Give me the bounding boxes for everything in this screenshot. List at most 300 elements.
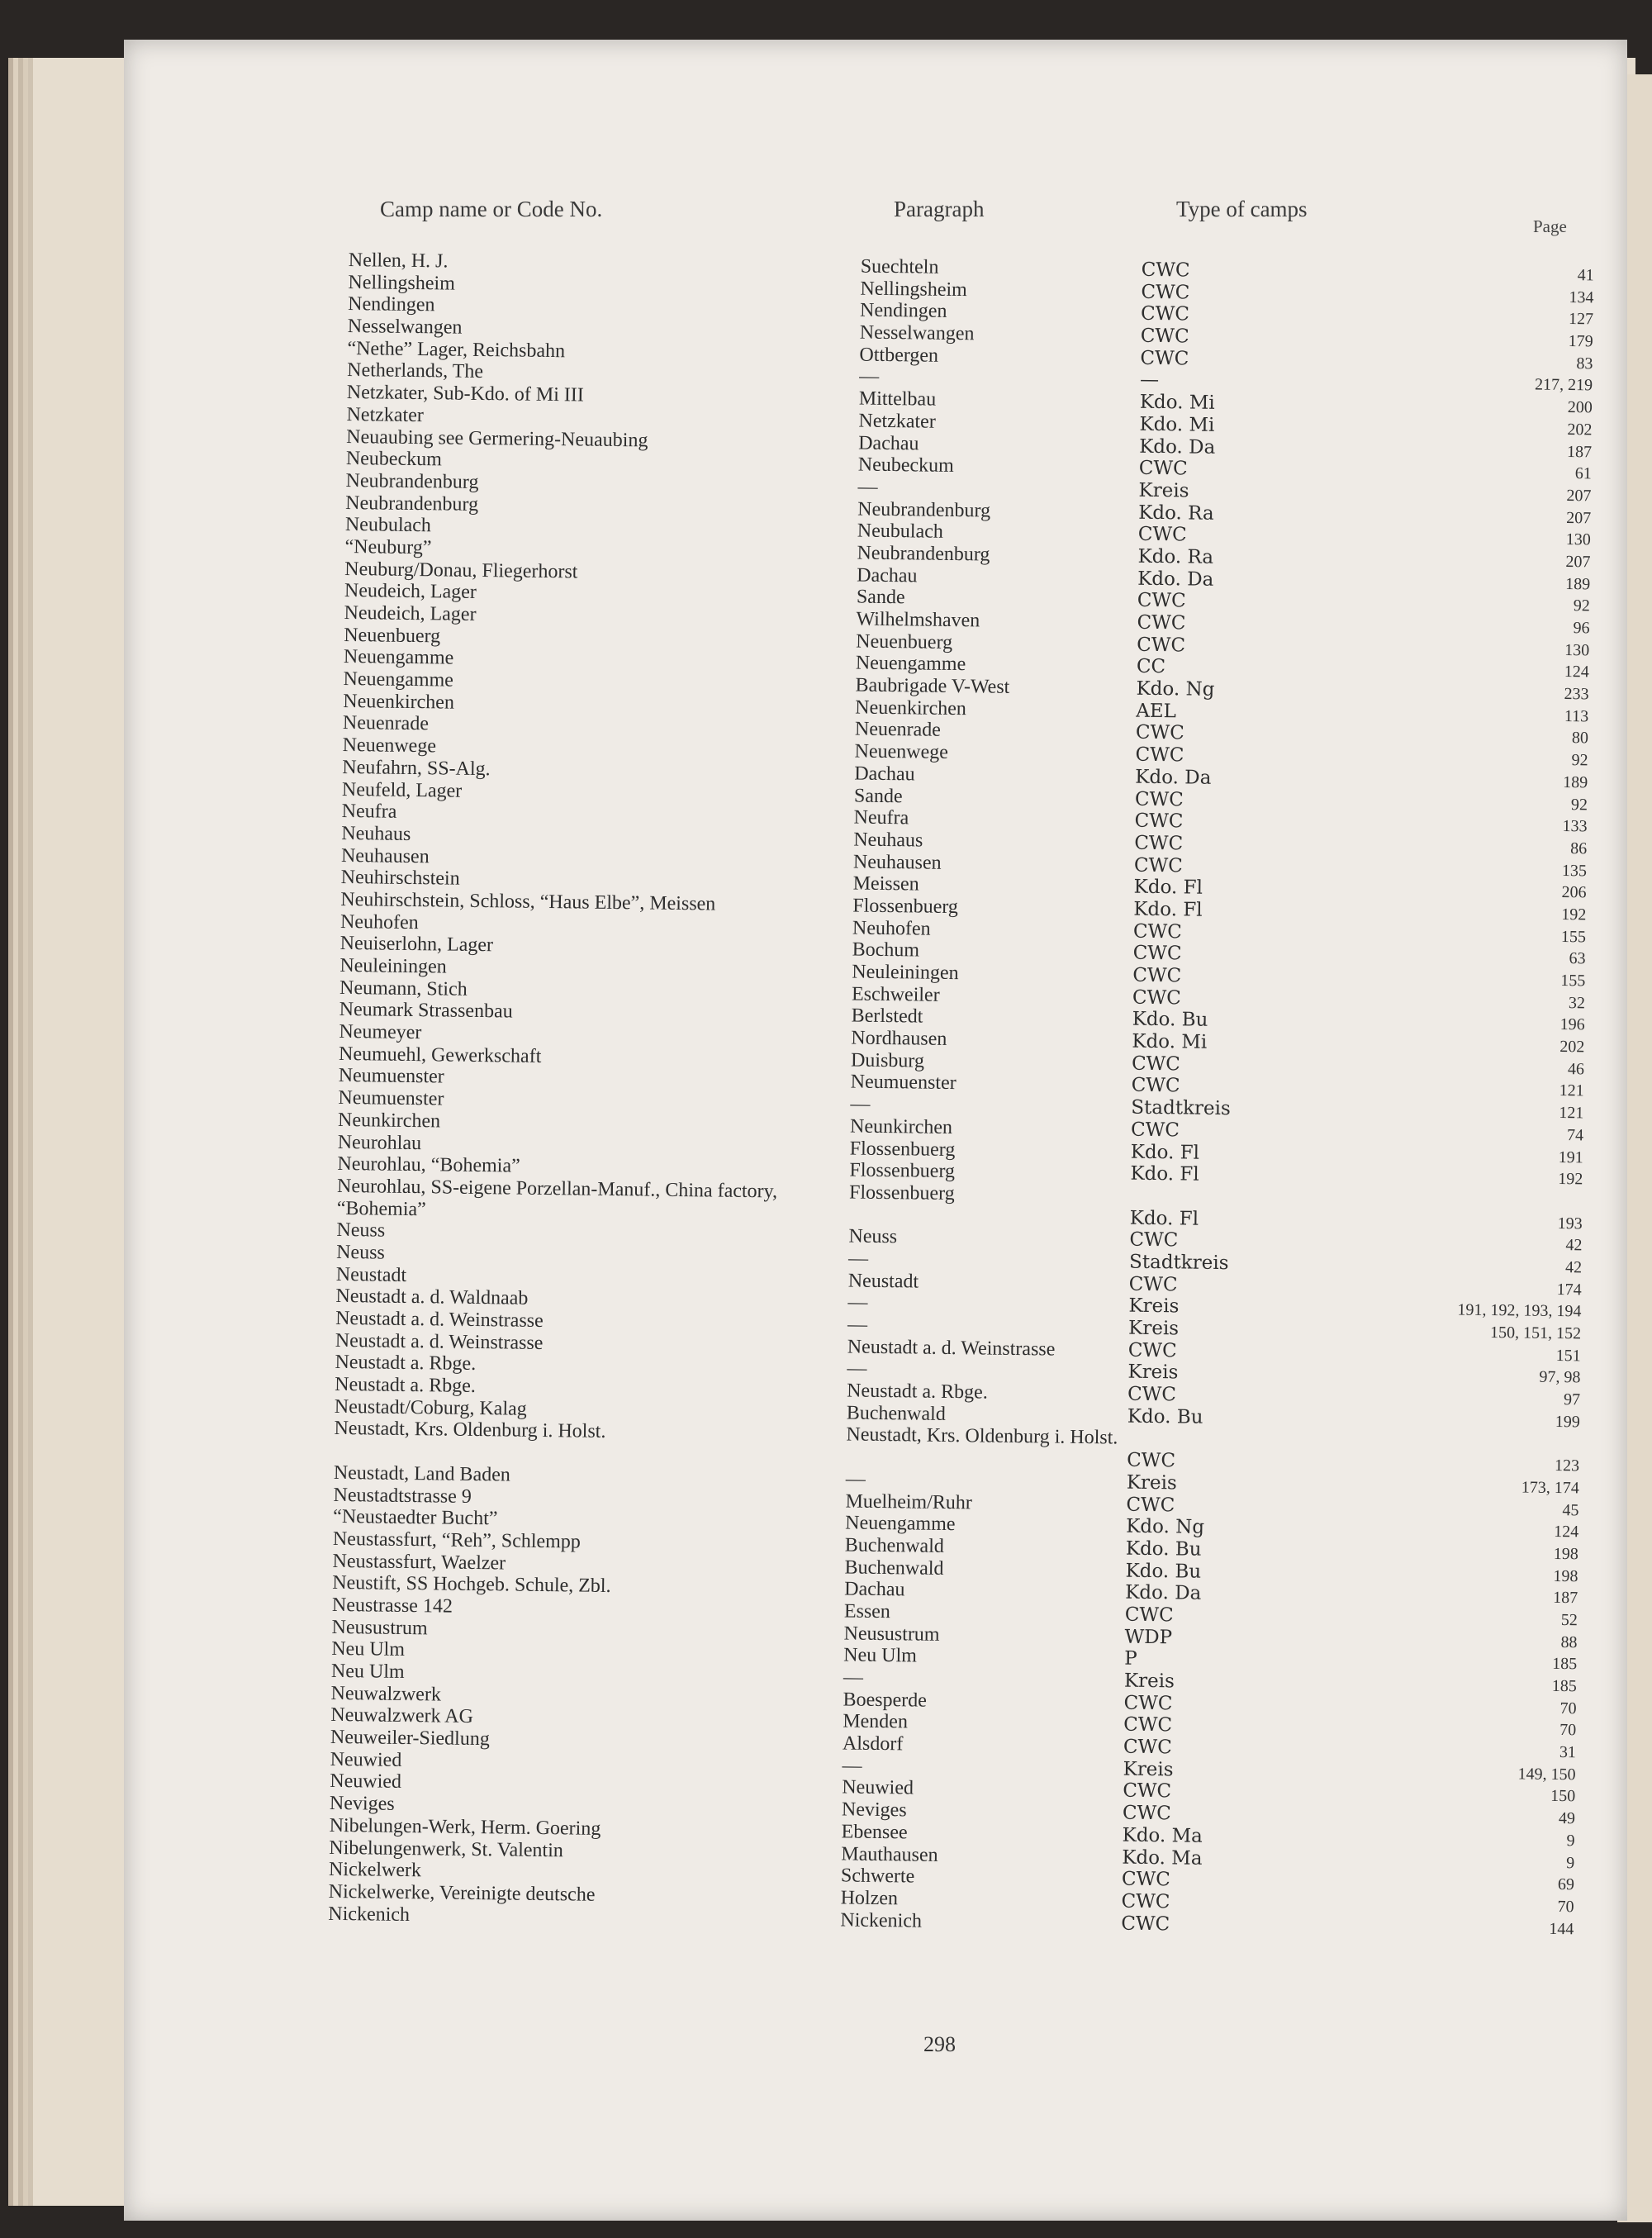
entry-camp-name: Neuhofen	[339, 910, 419, 934]
entry-page: 124	[1564, 663, 1589, 682]
entry-camp-name: Neuhausen	[340, 844, 430, 867]
entry-paragraph: Neumuenster	[850, 1071, 957, 1095]
entry-page: 113	[1564, 706, 1589, 726]
entry-page: 63	[1569, 949, 1586, 968]
entry-camp-type: Kdo. Da	[1137, 568, 1214, 591]
entry-camp-type: Kdo. Mi	[1132, 1030, 1208, 1053]
entry-paragraph: Neuenkirchen	[855, 696, 967, 720]
entry-paragraph: Alsdorf	[842, 1732, 904, 1756]
entry-camp-name: Neufra	[341, 801, 397, 823]
entry-paragraph: Neuhausen	[852, 851, 942, 874]
entry-paragraph: Sande	[856, 586, 905, 609]
entry-paragraph: Neubrandenburg	[857, 542, 990, 566]
entry-page: 199	[1555, 1412, 1580, 1432]
entry-page: 9	[1566, 1832, 1575, 1851]
entry-paragraph: Neuhaus	[853, 829, 923, 852]
entry-page: 74	[1566, 1125, 1584, 1145]
entry-page: 9	[1566, 1853, 1575, 1872]
entry-page: 70	[1559, 1721, 1577, 1740]
entry-page: 202	[1567, 420, 1593, 440]
entry-camp-name: Neustadt a. d. Weinstrasse	[335, 1329, 544, 1354]
entry-paragraph: Eschweiler	[851, 983, 940, 1006]
entry-page: 233	[1564, 685, 1589, 704]
entry-camp-name: Neuenwege	[342, 734, 437, 758]
entry-camp-name: Neustadt a. d. Waldnaab	[335, 1285, 529, 1310]
entry-camp-name: Neubeckum	[345, 448, 443, 471]
entry-camp-type: Kdo. Ng	[1126, 1515, 1205, 1538]
entry-paragraph: Nesselwangen	[859, 321, 975, 345]
entry-paragraph: Bochum	[852, 938, 920, 962]
entry-camp-name: Neubrandenburg	[345, 469, 479, 493]
entry-camp-type: CWC	[1127, 1449, 1176, 1472]
entry-camp-name: Nibelungenwerk, St. Valentin	[329, 1836, 564, 1861]
entry-camp-name: Neumuenster	[338, 1065, 444, 1088]
entry-camp-name: Neustadtstrasse 9	[333, 1484, 472, 1508]
entry-paragraph: Neustadt a. d. Weinstrasse	[847, 1336, 1056, 1361]
entry-camp-type: Kdo. Mi	[1139, 391, 1215, 414]
entry-camp-name: Neustadt, Krs. Oldenburg i. Holst.	[334, 1418, 606, 1443]
entry-camp-name: Neustadt a. Rbge.	[335, 1352, 477, 1376]
entry-camp-type: CWC	[1137, 523, 1187, 546]
entry-page: 92	[1570, 795, 1588, 814]
entry-paragraph: —	[857, 476, 878, 498]
entry-camp-name: Neuhirschstein	[340, 867, 460, 890]
entry-camp-name: Neuenbuerg	[344, 624, 441, 648]
entry-camp-type: CWC	[1123, 1714, 1173, 1737]
entry-camp-type: CWC	[1133, 854, 1183, 877]
entry-paragraph: Ottbergen	[859, 344, 939, 367]
entry-camp-name: Neumark Strassenbau	[339, 999, 513, 1023]
entry-camp-type: Kdo. Da	[1135, 766, 1212, 789]
entry-camp-name: Nickenich	[328, 1903, 411, 1926]
entry-camp-type: CWC	[1126, 1494, 1175, 1516]
entry-camp-type: CWC	[1141, 259, 1190, 282]
entry-camp-type: CWC	[1121, 1868, 1170, 1891]
entry-camp-name: Neviges	[329, 1793, 395, 1815]
entry-page: 189	[1565, 574, 1591, 594]
entry-camp-type: Kdo. Bu	[1132, 1009, 1208, 1032]
entry-paragraph: Dachau	[854, 763, 915, 786]
entry-page: 52	[1560, 1611, 1578, 1630]
entry-paragraph: Neuhofen	[852, 917, 931, 940]
entry-page: 42	[1565, 1236, 1583, 1255]
entry-paragraph: Neunkirchen	[849, 1115, 953, 1138]
page-number: 298	[923, 2032, 956, 2056]
entry-page: 150	[1550, 1787, 1576, 1806]
entry-camp-type: Kdo. Ma	[1122, 1824, 1203, 1847]
entry-camp-name: Nesselwangen	[347, 316, 463, 339]
header-type-of-camps: Type of camps	[1176, 197, 1308, 221]
entry-camp-name: Neuenrade	[342, 712, 430, 735]
entry-paragraph: Neuengamme	[855, 652, 966, 676]
entry-paragraph: Neuleiningen	[852, 961, 959, 985]
entry-page: 155	[1560, 971, 1586, 991]
entry-camp-type: AEL	[1136, 700, 1177, 723]
entry-paragraph: Suechteln	[860, 255, 939, 278]
entry-paragraph: Mauthausen	[841, 1842, 938, 1866]
entry-page: 121	[1559, 1104, 1584, 1123]
entry-page: 193	[1557, 1214, 1583, 1233]
entry-camp-name: Neumuehl, Gewerkschaft	[338, 1043, 542, 1067]
entry-camp-name: Neuburg/Donau, Fliegerhorst	[344, 558, 578, 583]
entry-camp-name: Neubrandenburg	[345, 492, 479, 516]
entry-page: 92	[1573, 596, 1590, 615]
entry-camp-type: CWC	[1129, 1228, 1179, 1252]
entry-paragraph: Sande	[853, 785, 903, 807]
entry-camp-name: Neuss	[336, 1241, 385, 1264]
entry-page: 151	[1555, 1346, 1581, 1366]
entry-page: 45	[1562, 1500, 1579, 1519]
entry-paragraph: Duisburg	[850, 1049, 925, 1072]
entry-camp-type: Kdo. Bu	[1125, 1560, 1202, 1583]
entry-camp-type: Kdo. Ra	[1138, 501, 1214, 525]
entry-camp-name: Neusustrum	[331, 1616, 428, 1639]
entry-paragraph: Nordhausen	[851, 1027, 947, 1050]
entry-paragraph: —	[843, 1666, 864, 1689]
entry-page: 174	[1556, 1280, 1582, 1299]
entry-camp-type: CWC	[1131, 1052, 1181, 1076]
entry-camp-type: Kreis	[1123, 1758, 1174, 1781]
entry-camp-name: Neumuenster	[338, 1087, 444, 1110]
entry-paragraph: Neubrandenburg	[857, 498, 991, 522]
entry-camp-type: CWC	[1132, 964, 1182, 987]
entry-camp-type: CWC	[1123, 1736, 1172, 1759]
entry-page: 135	[1561, 861, 1588, 880]
entry-camp-name: Neuwalzwerk AG	[330, 1704, 474, 1728]
entry-camp-name: “Nethe” Lager, Reichsbahn	[347, 337, 566, 362]
entry-camp-type: Kdo. Da	[1125, 1581, 1202, 1605]
entry-camp-type: CWC	[1140, 303, 1190, 325]
entry-camp-name: Neustadt	[335, 1263, 407, 1286]
entry-camp-name: Neu Ulm	[331, 1638, 406, 1661]
entry-page: 187	[1553, 1589, 1578, 1608]
entry-camp-type: CWC	[1130, 1119, 1180, 1142]
entry-camp-name: Neuweiler-Siedlung	[330, 1726, 490, 1751]
entry-camp-type: CWC	[1132, 942, 1182, 965]
entry-camp-name: Neuenkirchen	[343, 690, 455, 714]
entry-camp-type: Kdo. Ng	[1136, 677, 1215, 701]
entry-paragraph: Nendingen	[859, 299, 947, 323]
entry-camp-type: Kdo. Da	[1139, 435, 1216, 459]
entry-page: 80	[1571, 729, 1589, 748]
entry-camp-name: Neustassfurt, Waelzer	[332, 1550, 506, 1575]
entry-page: 92	[1571, 751, 1588, 770]
entry-page: 96	[1573, 619, 1590, 638]
entry-camp-type: Kreis	[1138, 479, 1189, 502]
entry-camp-name: Nibelungen-Werk, Herm. Goering	[329, 1814, 601, 1840]
entry-camp-name: Neurohlau, “Bohemia”	[337, 1153, 520, 1177]
entry-page: 179	[1568, 332, 1593, 351]
entry-camp-name: “Neustaedter Bucht”	[333, 1506, 498, 1530]
entry-page: 198	[1553, 1544, 1578, 1564]
entry-paragraph: Flossenbuerg	[848, 1181, 955, 1205]
entry-paragraph: Neufra	[853, 806, 909, 829]
entry-paragraph: Neubulach	[857, 520, 944, 544]
entry-page: 49	[1558, 1809, 1576, 1828]
entry-paragraph: Neustadt a. Rbge.	[847, 1380, 988, 1404]
entry-paragraph: Buchenwald	[844, 1556, 944, 1580]
entry-page: 86	[1570, 839, 1588, 858]
entry-page: 202	[1559, 1038, 1585, 1057]
entry-paragraph: Mittelbau	[858, 387, 937, 411]
entry-paragraph: Essen	[843, 1600, 891, 1623]
entry-paragraph: Nellingsheim	[860, 278, 967, 301]
entry-page: 192	[1558, 1170, 1583, 1189]
entry-camp-name: Nendingen	[348, 293, 435, 316]
entry-camp-type: CWC	[1137, 590, 1186, 612]
entry-camp-name: Neuaubing see Germering-Neuaubing	[346, 425, 648, 451]
entry-page: 123	[1554, 1456, 1580, 1475]
entry-paragraph: Buchenwald	[844, 1534, 945, 1557]
entry-camp-type: CWC	[1132, 920, 1182, 943]
entry-page: 124	[1554, 1523, 1579, 1542]
entry-camp-type: CWC	[1122, 1802, 1171, 1825]
entry-camp-name: Neurohlau	[337, 1131, 422, 1154]
entry-paragraph: Neuwied	[842, 1776, 914, 1799]
entry-paragraph: —	[847, 1247, 869, 1270]
entry-camp-name: Neustadt/Coburg, Kalag	[334, 1395, 527, 1420]
entry-camp-name: Neuengamme	[343, 668, 454, 691]
entry-page: 70	[1557, 1897, 1574, 1917]
entry-camp-type: CWC	[1138, 457, 1188, 480]
entry-paragraph: Neustadt	[847, 1270, 919, 1293]
entry-paragraph: Neu Ulm	[843, 1644, 918, 1667]
entry-paragraph: Neuenwege	[854, 740, 949, 764]
entry-camp-type: CWC	[1128, 1273, 1178, 1295]
entry-paragraph: —	[859, 366, 880, 388]
entry-camp-type: P	[1124, 1647, 1137, 1670]
entry-camp-name: Neudeich, Lager	[344, 601, 477, 625]
entry-page: 192	[1561, 905, 1587, 924]
entry-page: 187	[1566, 442, 1593, 461]
entry-camp-type: Kdo. Mi	[1139, 413, 1215, 436]
entry-page: 69	[1557, 1875, 1575, 1894]
entry-camp-name: Netzkater, Sub-Kdo. of Mi III	[346, 382, 584, 406]
entry-camp-name: Nickelwerke, Vereinigte deutsche	[328, 1880, 596, 1906]
entry-paragraph: Neusustrum	[843, 1623, 940, 1646]
entry-paragraph: Neviges	[841, 1798, 907, 1822]
entry-camp-name: Nellingsheim	[348, 271, 455, 295]
entry-page: 130	[1564, 640, 1590, 660]
entry-camp-name: Neubulach	[344, 514, 432, 537]
entry-camp-type: Kdo. Ra	[1137, 545, 1214, 568]
entry-paragraph: Holzen	[840, 1887, 899, 1910]
entry-camp-name: Neumeyer	[339, 1020, 422, 1044]
entry-camp-type: Kreis	[1127, 1317, 1180, 1340]
entry-paragraph: —	[842, 1755, 862, 1777]
entry-paragraph: Flossenbuerg	[849, 1137, 956, 1161]
entry-paragraph: Berlstedt	[851, 1005, 923, 1028]
entry-page: 88	[1560, 1632, 1578, 1651]
entry-camp-type: CWC	[1135, 744, 1184, 767]
entry-camp-name: Neudeich, Lager	[344, 580, 477, 604]
entry-page: 207	[1566, 486, 1592, 506]
entry-paragraph: Dachau	[857, 564, 918, 587]
entry-camp-type: Kdo. Fl	[1133, 898, 1203, 921]
entry-camp-type: CWC	[1131, 1075, 1180, 1097]
entry-page: 185	[1552, 1655, 1578, 1674]
entry-paragraph: —	[847, 1291, 868, 1314]
entry-camp-type: Kreis	[1127, 1361, 1179, 1384]
entry-camp-name: Neufeld, Lager	[341, 778, 463, 802]
entry-camp-name: Nellen, H. J.	[348, 249, 449, 273]
entry-camp-name: Neuiserlohn, Lager	[339, 933, 494, 957]
entry-page: 83	[1576, 354, 1593, 373]
entry-page: 144	[1549, 1919, 1574, 1938]
entry-paragraph: Buchenwald	[846, 1402, 946, 1425]
entry-paragraph: Neuenbuerg	[856, 630, 953, 653]
entry-page: 196	[1559, 1015, 1585, 1034]
entry-paragraph: Flossenbuerg	[852, 895, 959, 919]
entry-page: 97, 98	[1539, 1368, 1581, 1387]
entry-camp-name: Neunkirchen	[337, 1109, 441, 1133]
entry-camp-type: CWC	[1140, 325, 1189, 348]
entry-camp-type: CWC	[1121, 1913, 1170, 1935]
entry-camp-name: Neustadt a. Rbge.	[335, 1373, 476, 1398]
entry-camp-type: CWC	[1137, 634, 1186, 657]
entry-camp-type: CWC	[1124, 1604, 1174, 1627]
entry-camp-type: CWC	[1134, 788, 1184, 810]
entry-camp-name: Neurohlau, SS-eigene Porzellan-Manuf., China factory, “Bohemia”	[336, 1175, 783, 1220]
entry-camp-type: Kdo. Bu	[1127, 1405, 1203, 1428]
entry-paragraph: Neustadt, Krs. Oldenburg i. Holst.	[846, 1423, 1118, 1449]
entry-page: 42	[1564, 1258, 1583, 1277]
entry-page: 207	[1565, 552, 1591, 572]
entry-paragraph: Ebensee	[841, 1821, 908, 1844]
entry-camp-type: —	[1139, 369, 1160, 392]
entry-camp-type: CWC	[1123, 1692, 1173, 1715]
entry-camp-name: Neustadt, Land Baden	[333, 1461, 510, 1486]
entry-camp-type: Kdo. Ma	[1122, 1846, 1203, 1870]
entry-page: 31	[1559, 1743, 1577, 1762]
header-camp-name: Camp name or Code No.	[380, 197, 603, 221]
entry-page: 217, 219	[1534, 375, 1593, 395]
entry-camp-name: Neuleiningen	[339, 954, 447, 978]
entry-camp-type: WDP	[1124, 1626, 1173, 1648]
entry-camp-type: CC	[1136, 656, 1166, 678]
entry-camp-name: Neufahrn, SS-Alg.	[342, 756, 491, 780]
entry-paragraph: Dachau	[844, 1578, 905, 1601]
entry-camp-name: Neuss	[336, 1219, 386, 1242]
entry-camp-type: CWC	[1121, 1890, 1170, 1913]
entry-page: 134	[1569, 287, 1594, 307]
entry-paragraph: Menden	[843, 1710, 909, 1733]
entry-paragraph: Baubrigade V-West	[855, 674, 1010, 698]
entry-camp-name: Neustift, SS Hochgeb. Schule, Zbl.	[332, 1572, 611, 1598]
entry-page: 206	[1561, 883, 1587, 902]
entry-paragraph: Neuengamme	[845, 1512, 956, 1536]
entry-page: 130	[1565, 530, 1591, 549]
entry-camp-name: Neuhirschstein, Schloss, “Haus Elbe”, Meissen	[340, 888, 716, 915]
entry-camp-name: Neumann, Stich	[339, 976, 468, 1000]
entry-camp-type: CWC	[1127, 1383, 1177, 1406]
entry-camp-type: CWC	[1134, 832, 1184, 855]
entry-camp-name: Nickelwerk	[328, 1859, 422, 1882]
entry-camp-type: Kreis	[1128, 1295, 1180, 1318]
header-paragraph: Paragraph	[894, 197, 985, 221]
entry-camp-name: Neuhaus	[341, 822, 411, 845]
entry-paragraph: Wilhelmshaven	[856, 608, 980, 632]
entry-page: 173, 174	[1521, 1478, 1579, 1498]
entry-camp-name: Neuwied	[330, 1770, 402, 1794]
entry-paragraph: Netzkater	[858, 410, 936, 433]
entry-camp-type: Stadtkreis	[1128, 1251, 1229, 1275]
entry-page: 32	[1568, 993, 1586, 1013]
entry-camp-name: Neuwalzwerk	[330, 1682, 442, 1706]
entry-camp-type: CWC	[1134, 810, 1184, 833]
entry-camp-type: Kdo. Fl	[1133, 876, 1203, 899]
entry-page: 155	[1560, 927, 1587, 946]
entry-paragraph: —	[845, 1468, 866, 1490]
entry-camp-type: Kdo. Fl	[1130, 1141, 1200, 1164]
entry-camp-name: Neustrasse 142	[331, 1594, 453, 1618]
header-page: Page	[1533, 216, 1567, 236]
entry-page: 97	[1563, 1390, 1581, 1409]
entry-camp-type: CWC	[1135, 722, 1184, 744]
entry-page: 133	[1562, 817, 1588, 836]
entry-camp-type: Kreis	[1126, 1471, 1177, 1494]
entry-page: 121	[1559, 1081, 1584, 1100]
entry-paragraph: Meissen	[852, 872, 919, 896]
entry-paragraph: —	[847, 1314, 868, 1336]
entry-camp-type: Kreis	[1123, 1670, 1175, 1693]
entry-camp-type: CWC	[1141, 281, 1190, 304]
entry-paragraph: Schwerte	[840, 1865, 915, 1888]
entry-camp-type: Stadtkreis	[1131, 1096, 1231, 1120]
entry-paragraph: Neubeckum	[857, 454, 954, 478]
entry-paragraph: Neuss	[848, 1225, 898, 1248]
entry-camp-type: CWC	[1127, 1339, 1177, 1362]
entry-page: 149, 150	[1517, 1765, 1576, 1784]
entry-camp-name: “Neuburg”	[344, 535, 432, 559]
index-table	[328, 249, 1621, 1941]
entry-page: 70	[1559, 1699, 1577, 1718]
entry-page: 150, 151, 152	[1489, 1323, 1582, 1343]
entry-page: 189	[1563, 772, 1588, 792]
entry-page: 198	[1553, 1566, 1578, 1585]
entry-camp-type: Kdo. Fl	[1129, 1207, 1199, 1230]
entry-page: 127	[1568, 310, 1594, 329]
entry-camp-type: Kdo. Bu	[1125, 1537, 1202, 1561]
entry-page: 191, 192, 193, 194	[1457, 1300, 1582, 1321]
entry-camp-type: CWC	[1140, 347, 1189, 370]
entry-page: 185	[1551, 1676, 1577, 1696]
entry-paragraph: Boesperde	[843, 1689, 928, 1712]
entry-paragraph: Flossenbuerg	[849, 1159, 956, 1183]
entry-page: 207	[1566, 508, 1592, 527]
entry-camp-name: Neustassfurt, “Reh”, Schlempp	[332, 1528, 582, 1553]
entry-paragraph: Neuenrade	[854, 718, 942, 742]
entry-paragraph: —	[847, 1357, 867, 1380]
entry-paragraph: Muelheim/Ruhr	[845, 1490, 973, 1513]
entry-camp-name: Netherlands, The	[347, 359, 484, 383]
entry-page: 41	[1577, 266, 1594, 285]
entry-camp-name: Neustadt a. d. Weinstrasse	[335, 1307, 544, 1332]
entry-camp-type: CWC	[1123, 1780, 1172, 1803]
entry-camp-name: Neuengamme	[343, 646, 454, 669]
entry-page: 46	[1567, 1059, 1585, 1079]
entry-paragraph: Dachau	[858, 432, 919, 454]
entry-camp-type: CWC	[1132, 986, 1182, 1010]
entry-paragraph: —	[850, 1093, 871, 1115]
entry-page: 200	[1567, 398, 1593, 417]
entry-camp-name: Netzkater	[346, 403, 424, 426]
entry-camp-type: CWC	[1137, 611, 1186, 634]
entry-camp-type: Kdo. Fl	[1130, 1162, 1199, 1186]
entry-camp-name: Neu Ulm	[330, 1660, 405, 1683]
entry-camp-name: Neuwied	[330, 1748, 402, 1771]
entry-page: 61	[1574, 464, 1592, 483]
